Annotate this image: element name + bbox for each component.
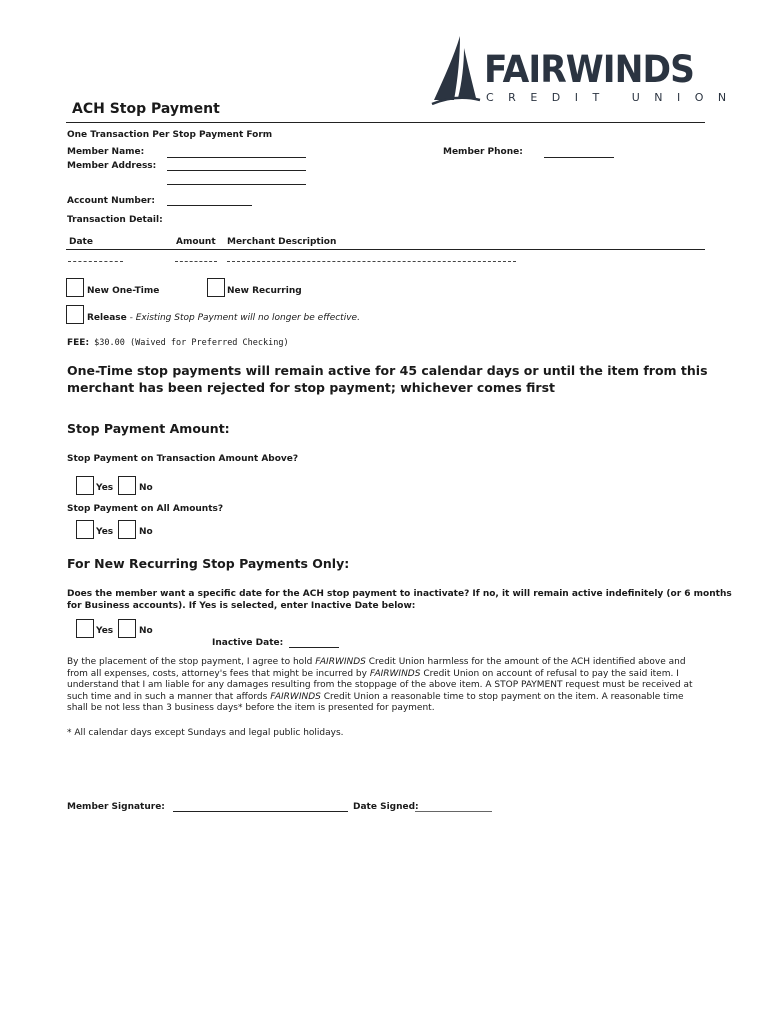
- recurring-question-line-2: for Business accounts). If Yes is selected, enter Inactive Date below:: [67, 601, 416, 611]
- transaction-amount-yes-label: Yes: [96, 483, 114, 493]
- transaction-amount-yes-checkbox[interactable]: [76, 476, 94, 495]
- transaction-detail-label: Transaction Detail:: [67, 215, 163, 225]
- all-amounts-no-checkbox[interactable]: [118, 520, 136, 539]
- table-header-rule: [66, 249, 705, 250]
- logo: [430, 34, 741, 109]
- new-recurring-label: New Recurring: [227, 286, 302, 296]
- date-signed-field[interactable]: [415, 811, 492, 812]
- specific-date-yes-label: Yes: [96, 626, 114, 636]
- account-number-label: Account Number:: [67, 196, 155, 206]
- one-time-notice-line-1: One-Time stop payments will remain active for 45 calendar days or until the item from this: [67, 363, 708, 378]
- member-signature-field[interactable]: [173, 811, 348, 812]
- column-header-merchant: Merchant Description: [227, 237, 337, 247]
- new-one-time-checkbox[interactable]: [66, 278, 84, 297]
- specific-date-no-checkbox[interactable]: [118, 619, 136, 638]
- release-note: - Existing Stop Payment will no longer be effective.: [126, 313, 360, 323]
- specific-date-yes-checkbox[interactable]: [76, 619, 94, 638]
- agreement-text-2: Credit Union harmless for the amount of the ACH identified above and from all expenses, costs, attorney's fees that might be incurred by: [67, 657, 686, 679]
- brand-tagline: CREDIT UNION: [486, 91, 741, 104]
- new-one-time-label: New One-Time: [87, 286, 160, 296]
- release-line: [87, 313, 360, 323]
- agreement-brand-3: FAIRWINDS: [270, 691, 321, 702]
- stop-amount-heading: Stop Payment Amount:: [67, 421, 230, 436]
- q-transaction-amount: Stop Payment on Transaction Amount Above?: [67, 454, 299, 464]
- inactive-date-field[interactable]: [289, 647, 339, 648]
- brand-name: FAIRWINDS: [484, 48, 695, 91]
- specific-date-no-label: No: [139, 626, 153, 636]
- title-rule: [66, 122, 705, 123]
- fee-label: FEE:: [67, 338, 90, 348]
- member-name-label: Member Name:: [67, 147, 145, 157]
- member-phone-label: Member Phone:: [443, 147, 523, 157]
- member-name-field[interactable]: [167, 157, 306, 158]
- release-label: Release: [87, 313, 127, 323]
- account-number-field[interactable]: [167, 205, 252, 206]
- member-phone-field[interactable]: [544, 157, 614, 158]
- page-title: ACH Stop Payment: [72, 101, 220, 117]
- amount-field[interactable]: [175, 261, 217, 262]
- column-header-date: Date: [69, 237, 93, 247]
- all-amounts-no-label: No: [139, 527, 153, 537]
- agreement-text-1: By the placement of the stop payment, I agree to hold: [67, 657, 316, 667]
- sailboat-icon: [430, 34, 482, 106]
- date-signed-label: Date Signed:: [353, 802, 419, 812]
- agreement-text-4: Credit Union a reasonable time to stop payment on the item. A reasonable time shall be not less than 3 business days* before the item is presented for payment.: [67, 691, 684, 714]
- agreement-text-3: Credit Union on account of refusal to pay the said item. I understand that I am liable for any damages resulting from the stoppage of the above item. A STOP PAYMENT request must be received at such time and in such a manner that affords: [67, 668, 693, 702]
- member-signature-label: Member Signature:: [67, 802, 165, 812]
- agreement-brand-2: FAIRWINDS: [369, 668, 421, 679]
- all-amounts-yes-label: Yes: [96, 527, 114, 537]
- q-all-amounts: Stop Payment on All Amounts?: [67, 504, 224, 514]
- fee-line: [67, 330, 289, 349]
- footnote: * All calendar days except Sundays and legal public holidays.: [67, 728, 344, 738]
- member-address-field-1[interactable]: [167, 170, 306, 171]
- agreement-brand-1: FAIRWINDS: [315, 657, 366, 667]
- recurring-heading: For New Recurring Stop Payments Only:: [67, 556, 350, 571]
- merchant-description-field[interactable]: [227, 261, 516, 262]
- transaction-amount-no-checkbox[interactable]: [118, 476, 136, 495]
- column-header-amount: Amount: [176, 237, 216, 247]
- member-address-label: Member Address:: [67, 161, 157, 171]
- inactive-date-label: Inactive Date:: [212, 638, 284, 648]
- date-field[interactable]: [68, 261, 123, 262]
- new-recurring-checkbox[interactable]: [207, 278, 225, 297]
- transaction-amount-no-label: No: [139, 483, 153, 493]
- fee-value: $30.00 (Waived for Preferred Checking): [94, 338, 289, 348]
- one-time-notice-line-2: merchant has been rejected for stop payment; whichever comes first: [67, 380, 556, 395]
- release-checkbox[interactable]: [66, 305, 84, 324]
- form-subtitle: One Transaction Per Stop Payment Form: [67, 130, 273, 140]
- agreement-paragraph: [67, 657, 707, 715]
- all-amounts-yes-checkbox[interactable]: [76, 520, 94, 539]
- recurring-question-line-1: Does the member want a specific date for the ACH stop payment to inactivate? If no, it will remain active indefinitely (or 6 months: [67, 589, 732, 599]
- member-address-field-2[interactable]: [167, 184, 306, 185]
